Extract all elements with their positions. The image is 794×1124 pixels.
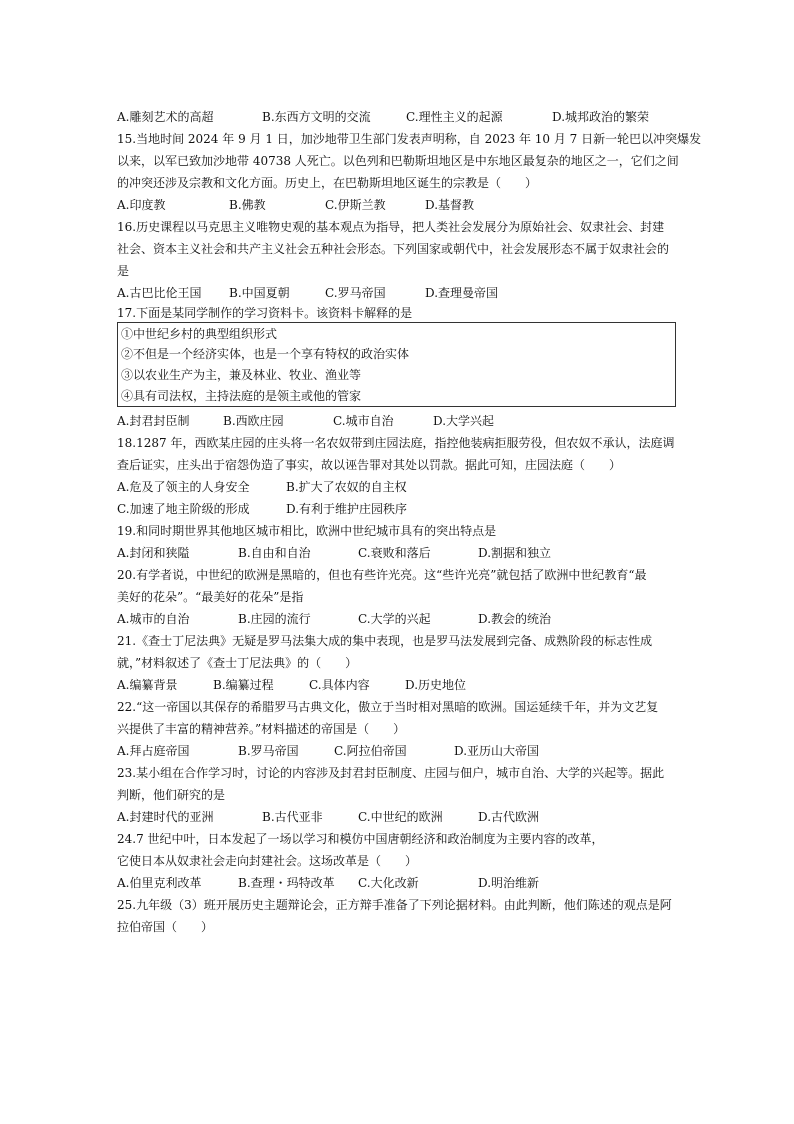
q16-stem-line-3: 是 (117, 264, 130, 278)
q17-card-item-3: ③以农业生产为主，兼及林业、牧业、渔业等 (121, 368, 362, 382)
q17-option-d: D.大学兴起 (433, 414, 495, 428)
q23-option-a: A.封建时代的亚洲 (117, 810, 214, 824)
q18-option-b: B.扩大了农奴的自主权 (286, 480, 407, 494)
q17-option-c: C.城市自治 (333, 414, 394, 428)
q24-option-b: B.查理・玛特改革 (238, 876, 335, 890)
q17-study-card (117, 322, 676, 407)
q15-stem-line-2: 以来，以军已致加沙地带 40738 人死亡。以色列和巴勒斯坦地区是中东地区最复杂的地区之一，它们之间 (117, 154, 679, 168)
q20-options (117, 612, 677, 626)
q22-stem-line-1: 22.“这一帝国以其保存的希腊罗马古典文化，傲立于当时相对黑暗的欧洲。国运延续千年，并为文艺复 (117, 700, 659, 714)
q17-card-item-4: ④具有司法权，主持法庭的是领主或他的管家 (121, 389, 362, 403)
q21-option-b: B.编纂过程 (213, 678, 274, 692)
q24-option-d: D.明治维新 (478, 876, 540, 890)
q18-options-row-2 (117, 502, 677, 516)
q15-option-d: D.基督教 (425, 198, 475, 212)
q17-card-item-2: ②不但是一个经济实体，也是一个享有特权的政治实体 (121, 347, 410, 361)
q16-options (117, 286, 677, 300)
q24-option-c: C.大化改新 (358, 876, 419, 890)
q21-options (117, 678, 677, 692)
q21-option-c: C.具体内容 (309, 678, 370, 692)
q17-card-item-1: ①中世纪乡村的典型组织形式 (121, 327, 278, 341)
q20-option-a: A.城市的自治 (117, 612, 190, 626)
q19-option-b: B.自由和自治 (238, 546, 311, 560)
q15-option-b: B.佛教 (229, 198, 266, 212)
q17-options (117, 414, 677, 428)
q22-stem-line-2: 兴提供了丰富的精神营养。”材料描述的帝国是（ ） (117, 722, 406, 736)
q23-option-b: B.古代亚非 (262, 810, 323, 824)
q15-option-c: C.伊斯兰教 (325, 198, 386, 212)
q14-option-b: B.东西方文明的交流 (262, 110, 371, 124)
q22-option-c: C.阿拉伯帝国 (334, 744, 407, 758)
q14-option-c: C.理性主义的起源 (406, 110, 503, 124)
q19-option-c: C.衰败和落后 (358, 546, 431, 560)
q22-option-a: A.拜占庭帝国 (117, 744, 190, 758)
q17-stem-line-1: 17.下面是某同学制作的学习资料卡。该资料卡解释的是 (117, 306, 413, 320)
q23-option-c: C.中世纪的欧洲 (358, 810, 443, 824)
q18-option-a: A.危及了领主的人身安全 (117, 480, 250, 494)
q18-stem-line-2: 查后证实，庄头出于宿怨伪造了事实，故以诬告罪对其处以罚款。据此可知，庄园法庭（ ） (117, 458, 622, 472)
q18-stem-line-1: 18.1287 年，西欧某庄园的庄头将一名农奴带到庄园法庭，指控他装病拒服劳役，但农奴不承认，法庭调 (117, 436, 675, 450)
q20-stem-line-2: 美好的花朵”。“最美好的花朵”是指 (117, 590, 304, 604)
q16-stem-line-2: 社会、资本主义社会和共产主义社会五种社会形态。下列国家或朝代中，社会发展形态不属于奴隶社会的 (117, 242, 670, 256)
q25-stem-line-2: 拉伯帝国（ ） (117, 920, 214, 934)
q18-option-d: D.有利于维护庄园秩序 (286, 502, 408, 516)
q23-options (117, 810, 677, 824)
q22-option-b: B.罗马帝国 (238, 744, 299, 758)
q20-option-b: B.庄园的流行 (238, 612, 311, 626)
q15-option-a: A.印度教 (117, 198, 166, 212)
q22-option-d: D.亚历山大帝国 (454, 744, 540, 758)
q19-stem-line-1: 19.和同时期世界其他地区城市相比，欧洲中世纪城市具有的突出特点是 (117, 524, 497, 538)
q23-stem-line-2: 判断，他们研究的是 (117, 788, 226, 802)
q18-options-row-1 (117, 480, 677, 494)
q17-option-a: A.封君封臣制 (117, 414, 190, 428)
q15-options (117, 198, 677, 212)
q14-options (117, 110, 677, 124)
q24-option-a: A.伯里克利改革 (117, 876, 202, 890)
q17-option-b: B.西欧庄园 (223, 414, 284, 428)
q16-option-c: C.罗马帝国 (325, 286, 386, 300)
q24-options (117, 876, 677, 890)
q20-option-c: C.大学的兴起 (358, 612, 431, 626)
q16-option-a: A.古巴比伦王国 (117, 286, 202, 300)
q14-option-a: A.雕刻艺术的高超 (117, 110, 214, 124)
q16-option-d: D.查理曼帝国 (425, 286, 499, 300)
q21-option-d: D.历史地位 (405, 678, 467, 692)
q16-option-b: B.中国夏朝 (229, 286, 290, 300)
q21-stem-line-2: 就，”材料叙述了《查士丁尼法典》的（ ） (117, 656, 358, 670)
q23-option-d: D.古代欧洲 (478, 810, 540, 824)
q19-option-a: A.封闭和狭隘 (117, 546, 190, 560)
q16-stem-line-1: 16.历史课程以马克思主义唯物史观的基本观点为指导，把人类社会发展分为原始社会、奴隶社会、封建 (117, 220, 665, 234)
q20-stem-line-1: 20.有学者说，中世纪的欧洲是黑暗的，但也有些许光亮。这“些许光亮”就包括了欧洲中世纪教育“最 (117, 568, 647, 582)
q18-option-c: C.加速了地主阶级的形成 (117, 502, 250, 516)
q20-option-d: D.教会的统治 (478, 612, 552, 626)
q19-options (117, 546, 677, 560)
q21-stem-line-1: 21.《查士丁尼法典》无疑是罗马法集大成的集中表现，也是罗马法发展到完备、成熟阶段的标志性成 (117, 634, 653, 648)
q15-stem-line-1: 15.当地时间 2024 年 9 月 1 日，加沙地带卫生部门发表声明称，自 2023 年 10 月 7 日新一轮巴以冲突爆发 (117, 132, 702, 146)
q24-stem-line-2: 它使日本从奴隶社会走向封建社会。这场改革是（ ） (117, 854, 418, 868)
q21-option-a: A.编纂背景 (117, 678, 178, 692)
q25-stem-line-1: 25.九年级（3）班开展历史主题辩论会，正方辩手准备了下列论据材料。由此判断，他们陈述的观点是阿 (117, 898, 672, 912)
q22-options (117, 744, 677, 758)
q24-stem-line-1: 24.7 世纪中叶，日本发起了一场以学习和模仿中国唐朝经济和政治制度为主要内容的改革， (117, 832, 604, 846)
q23-stem-line-1: 23.某小组在合作学习时，讨论的内容涉及封君封臣制度、庄园与佃户，城市自治、大学的兴起等。据此 (117, 766, 665, 780)
q15-stem-line-3: 的冲突还涉及宗教和文化方面。历史上，在巴勒斯坦地区诞生的宗教是（ ） (117, 176, 538, 190)
q19-option-d: D.割据和独立 (478, 546, 552, 560)
q14-option-d: D.城邦政治的繁荣 (552, 110, 650, 124)
